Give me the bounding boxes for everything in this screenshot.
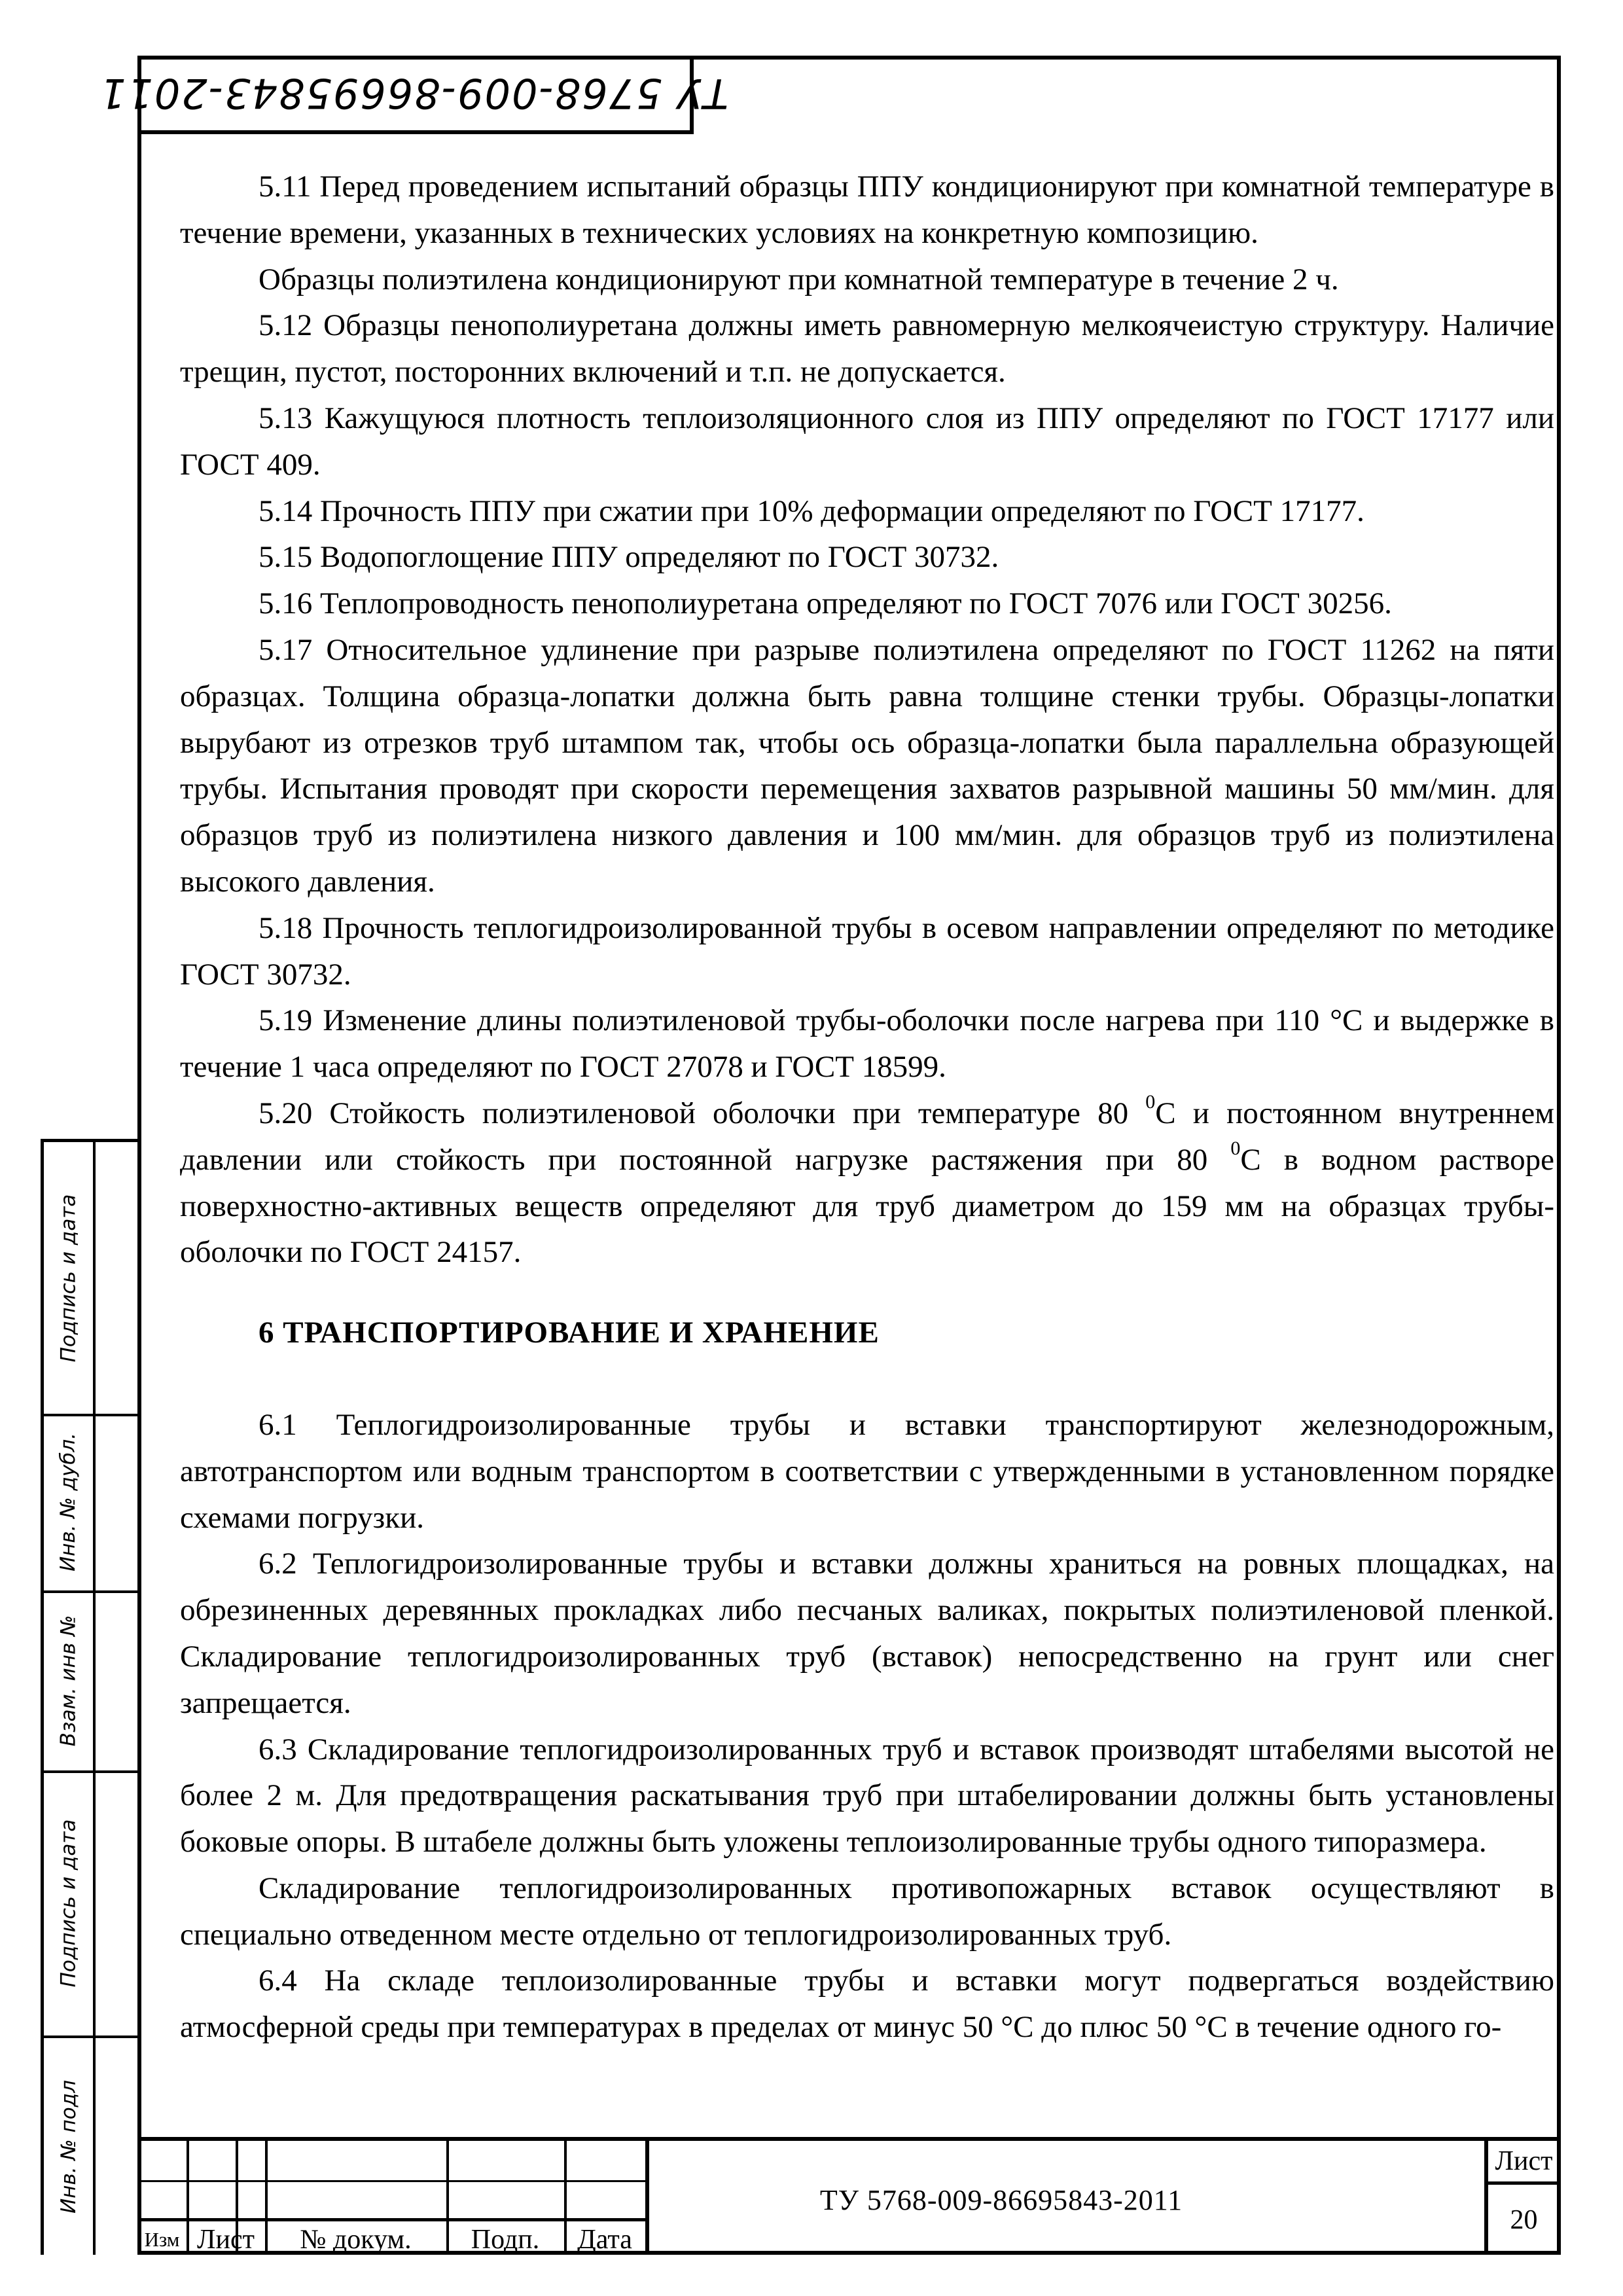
change-column-label: Изм — [144, 2228, 180, 2251]
side-stamp-cell — [44, 2036, 93, 2258]
paragraph-6-2: 6.2 Теплогидроизолированные трубы и вставки должны храниться на ровных площадках, на обрезиненных деревянных прокладках либо песчаных валиках, покрытых полиэтиленовой пленкой. Складирование теплогидроизолированных труб (вставок) непосредственно на грунт или снег запрещается. — [180, 1547, 1554, 1720]
paragraph-5-14: 5.14 Прочность ППУ при сжатии при 10% деформации определяют по ГОСТ 17177. — [259, 493, 1364, 528]
paragraph-5-20-part-c: С в водном растворе поверхностно-активных веществ определяют для труб диаметром до 159 мм на образцах трубы-оболочки по ГОСТ 24157. — [180, 1142, 1554, 1270]
document-body — [180, 164, 1554, 2081]
paragraph-5-19: 5.19 Изменение длины полиэтиленовой трубы-оболочки после нагрева при 110 °С и выдержке в течение 1 часа определяют по ГОСТ 27078 и ГОСТ 18599. — [180, 1003, 1554, 1085]
paragraph-5-20-part-a: 5.20 Стойкость полиэтиленовой оболочки при температуре 80 — [259, 1096, 1146, 1130]
title-block-line — [137, 2180, 645, 2182]
degree-superscript: 0 — [1230, 1138, 1241, 1160]
paragraph-5-18: 5.18 Прочность теплогидроизолированной трубы в осевом направлении определяют по методике ГОСТ 30732. — [180, 910, 1554, 992]
side-stamp-cell — [44, 1142, 93, 1414]
signature-column-label: Подп. — [471, 2225, 540, 2255]
document-number-label: № докум. — [300, 2225, 412, 2255]
side-stamp-cell — [44, 1590, 93, 1770]
paragraph-5-17: 5.17 Относительное удлинение при разрыве полиэтилена определяют по ГОСТ 11262 на пяти образцах. Толщина образца-лопатки должна быть равна толщине стенки трубы. Образцы-лопатки вырубают из отрезков труб штампом так, чтобы ось образца-лопатки была параллельна образующей трубы. Испытания проводят при скорости перемещения захватов разрывной машины 50 мм/мин. для образцов труб из полиэтилена низкого давления и 100 мм/мин. для образцов труб из полиэтилена высокого давления. — [180, 632, 1554, 899]
paragraph-5-12: 5.12 Образцы пенополиуретана должны иметь равномерную мелкоячеистую структуру. Наличие трещин, пустот, посторонних включений и т.п. не допускается. — [180, 308, 1554, 389]
replacement-inventory-label: Взам. инв № — [56, 1615, 80, 1746]
document-code: ТУ 5768-009-86695843-2011 — [819, 2183, 1183, 2216]
sheet-label: Лист — [1495, 2146, 1553, 2176]
signature-date-label: Подпись и дата — [56, 1194, 80, 1362]
paragraph-5-11: 5.11 Перед проведением испытаний образцы ППУ кондиционируют при комнатной температуре в течение времени, указанных в технических условиях на конкретную композицию. — [180, 170, 1554, 250]
duplicate-inventory-label: Инв. № дубл. — [56, 1432, 80, 1572]
title-block — [137, 2137, 1561, 2255]
paragraph-fire-inserts: Складирование теплогидроизолированных противопожарных вставок осуществляют в специально отведенном месте отдельно от теплогидроизолированных труб. — [180, 1871, 1554, 1952]
side-stamp-cell — [44, 1414, 93, 1590]
sheet-number: 20 — [1510, 2205, 1538, 2235]
side-stamp-cell — [44, 1770, 93, 2036]
paragraph-6-1: 6.1 Теплогидроизолированные трубы и вставки транспортируют железнодорожным, автотранспортом или водным транспортом в соответствии с утвержденными в установленном порядке схемами погрузки. — [180, 1407, 1554, 1535]
paragraph-5-15: 5.15 Водопоглощение ППУ определяют по ГОСТ 30732. — [259, 540, 999, 575]
degree-superscript: 0 — [1145, 1091, 1156, 1113]
paragraph-5-20-part-b: С и постоянном внутреннем давлении или стойкость при постоянной нагрузке растяжения при 80 — [180, 1096, 1554, 1177]
paragraph-5-13: 5.13 Кажущуюся плотность теплоизоляционного слоя из ППУ определяют по ГОСТ 17177 или ГОСТ 409. — [180, 401, 1554, 482]
paragraph-6-3: 6.3 Складирование теплогидроизолированных труб и вставок производят штабелями высотой не более 2 м. Для предотвращения раскатывания труб при штабелировании должны быть установлены боковые опоры. В штабеле должны быть уложены теплоизолированные трубы одного типоразмера. — [180, 1732, 1554, 1859]
original-inventory-label: Инв. № подл — [56, 2079, 80, 2214]
paragraph-6-4: 6.4 На складе теплоизолированные трубы и вставки могут подвергаться воздействию атмосферной среды при температурах в пределах от минус 50 °С до плюс 50 °С в течение одного го- — [180, 1964, 1554, 2045]
paragraph-5-20 — [180, 1090, 1554, 1276]
side-stamp — [41, 1139, 137, 2255]
section-heading: 6 ТРАНСПОРТИРОВАНИЕ И ХРАНЕНИЕ — [259, 1316, 880, 1350]
sheet-column-label: Лист — [197, 2225, 255, 2255]
side-stamp-divider — [93, 1142, 96, 2255]
date-column-label: Дата — [577, 2225, 632, 2255]
top-stamp — [99, 56, 728, 134]
paragraph-5-16: 5.16 Теплопроводность пенополиуретана определяют по ГОСТ 7076 или ГОСТ 30256. — [259, 586, 1392, 621]
top-stamp-code: ТУ 5768-009-86695843-2011 — [99, 69, 728, 117]
paragraph-pe-conditioning: Образцы полиэтилена кондиционируют при комнатной температуре в течение 2 ч. — [259, 262, 1339, 296]
signature-date-label: Подпись и дата — [56, 1819, 80, 1987]
